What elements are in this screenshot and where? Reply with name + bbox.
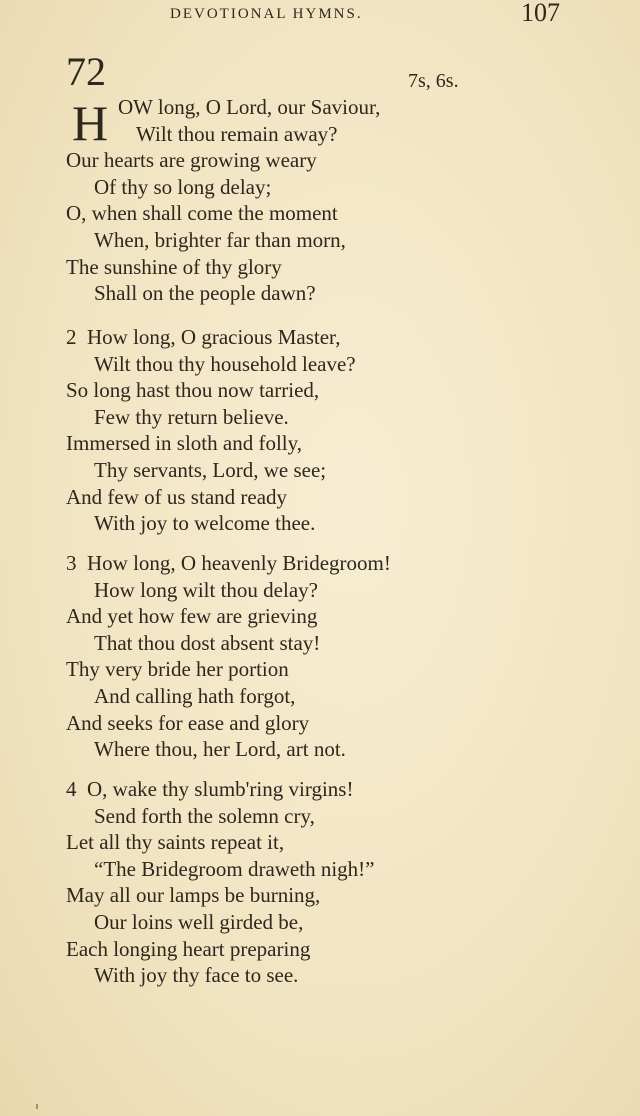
verse-line: Send forth the solemn cry,	[94, 803, 315, 828]
verse-4	[66, 776, 375, 989]
verse-line: And seeks for ease and glory	[66, 710, 310, 735]
verse-line: How long wilt thou delay?	[94, 577, 318, 602]
verse-line: OW long, O Lord, our Saviour,	[118, 95, 381, 119]
verse-number: 2	[66, 325, 77, 349]
verse-line: And calling hath forgot,	[94, 683, 296, 708]
verse-line: With joy thy face to see.	[94, 963, 299, 988]
verse-line: Of thy so long delay;	[94, 174, 272, 199]
verse-line: When, brighter far than morn,	[94, 227, 346, 252]
verse-line: The sunshine of thy glory	[66, 254, 282, 279]
page-number: 107	[521, 0, 560, 27]
verse-line: Our hearts are growing weary	[66, 148, 317, 173]
verse-line-text: How long, O gracious Master,	[87, 325, 341, 349]
hymn-meter: 7s, 6s.	[408, 70, 459, 92]
verse-3	[66, 550, 391, 763]
verse-line: Few thy return believe.	[94, 404, 289, 429]
verse-line: Where thou, her Lord, art not.	[94, 737, 346, 762]
verse-line	[66, 776, 375, 803]
paper-speck	[36, 1104, 38, 1109]
verse-line: Shall on the people dawn?	[94, 281, 316, 306]
verse-line-text: O, wake thy slumb'ring virgins!	[87, 777, 354, 801]
verse-line: Let all thy saints repeat it,	[66, 830, 285, 855]
verse-line	[66, 550, 391, 577]
verse-line: Immersed in sloth and folly,	[66, 431, 303, 456]
verse-line: With joy to welcome thee.	[94, 511, 316, 536]
verse-line	[66, 324, 356, 351]
verse-line: Thy very bride her portion	[66, 657, 289, 682]
verse-2	[66, 324, 356, 537]
drop-cap: H	[72, 95, 109, 151]
verse-line: That thou dost absent stay!	[94, 630, 321, 655]
verse-line: Wilt thou thy household leave?	[94, 351, 356, 376]
verse-line: Our loins well girded be,	[94, 909, 304, 934]
verse-line: O, when shall come the moment	[66, 201, 338, 226]
verse-line: May all our lamps be burning,	[66, 883, 321, 908]
verse-line-text: How long, O heavenly Bridegroom!	[87, 551, 391, 575]
verse-number: 3	[66, 551, 77, 575]
verse-line: Thy servants, Lord, we see;	[94, 457, 327, 482]
verse-line: “The Bridegroom draweth nigh!”	[94, 856, 375, 881]
verse-line: So long hast thou now tarried,	[66, 378, 320, 403]
hymn-number: 72	[66, 49, 106, 94]
verse-line: Each longing heart preparing	[66, 936, 311, 961]
running-head: DEVOTIONAL HYMNS.	[170, 6, 363, 22]
verse-line: And few of us stand ready	[66, 484, 288, 509]
verse-line: And yet how few are grieving	[66, 604, 318, 629]
verse-1	[66, 94, 380, 307]
verse-line: Wilt thou remain away?	[136, 121, 338, 146]
verse-number: 4	[66, 777, 77, 801]
